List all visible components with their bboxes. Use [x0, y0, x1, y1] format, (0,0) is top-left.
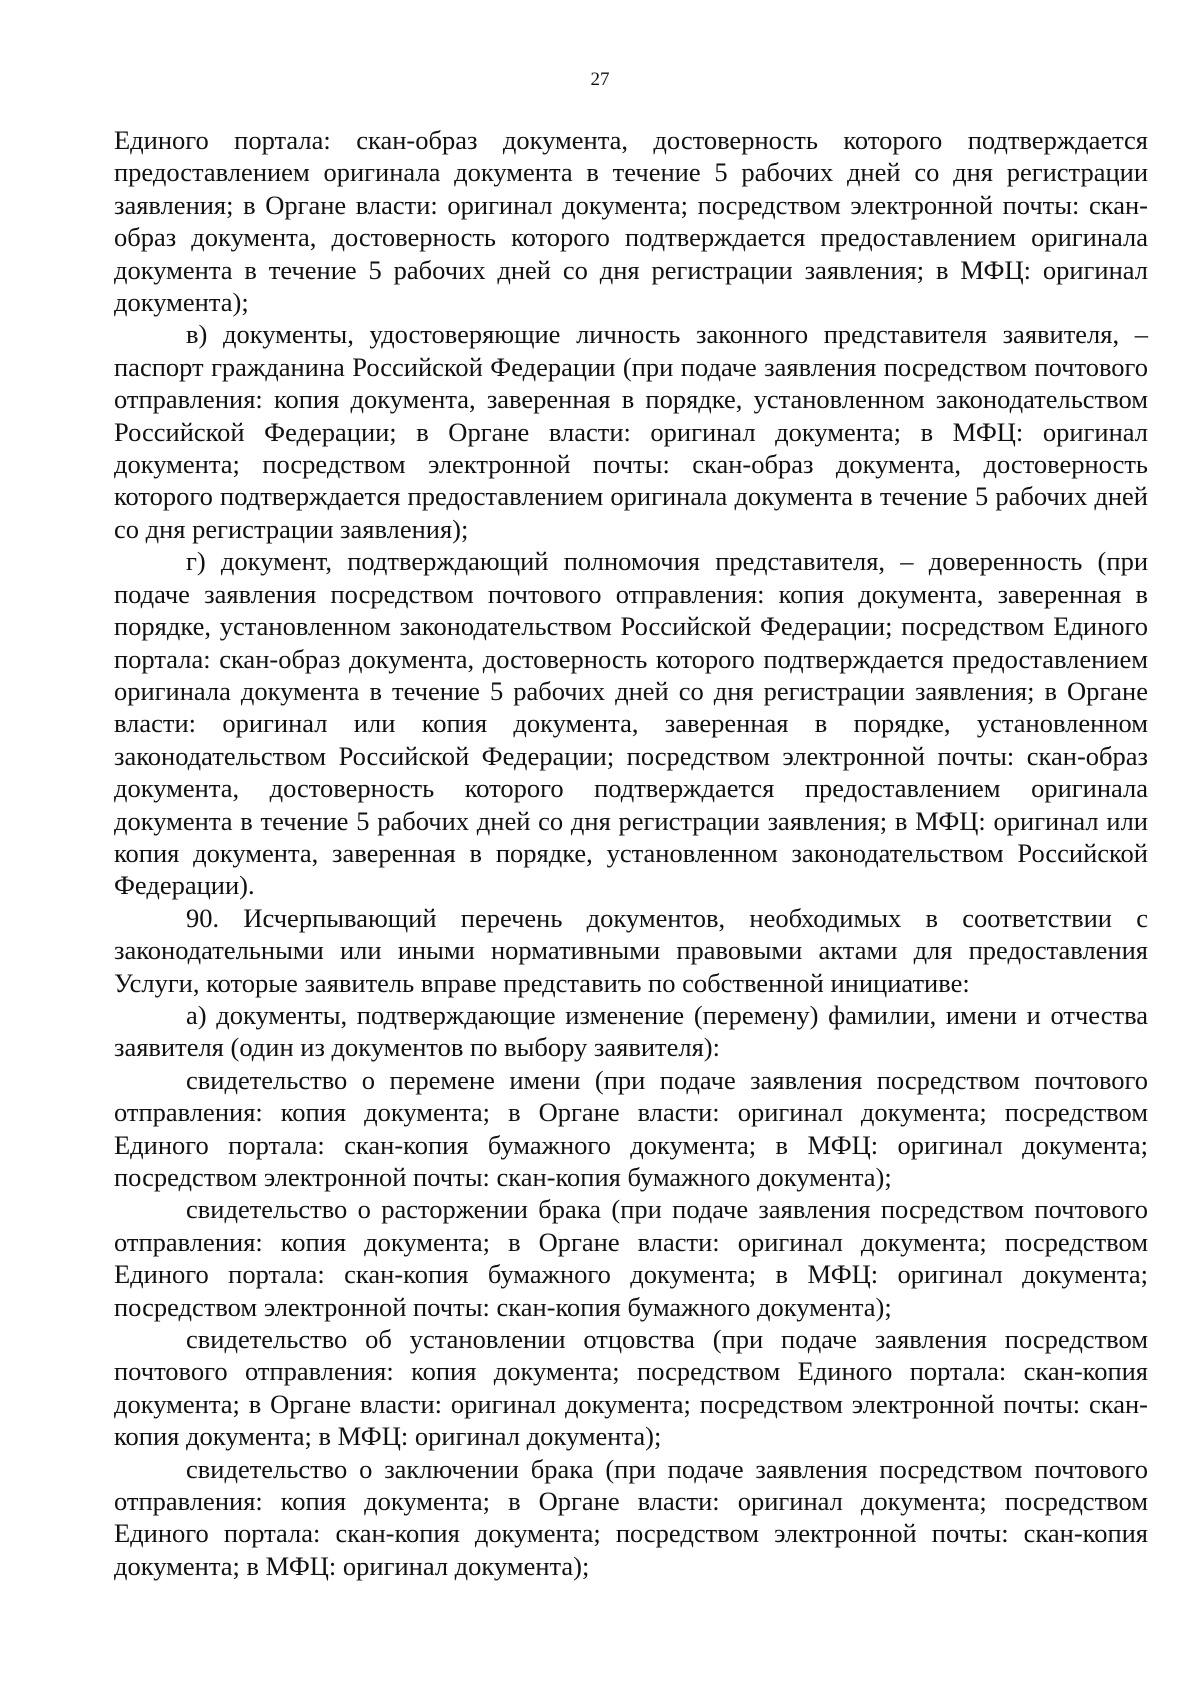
page-number: 27: [590, 69, 610, 90]
paragraph-item-v: в) документы, удостоверяющие личность законного представителя заявителя, – паспорт гражданина Российской Федерации (при подаче заявления посредством почтового отправления: копия документа, заверенная в порядке, установленном законодательством Российской Федерации; в Органе власти: оригинал документа; в МФЦ: оригинал документа; посредством электронной почты: скан-образ документа, достоверность которого подтверждается предоставлением оригинала документа в течение 5 рабочих дней со дня регистрации заявления);: [114, 319, 1148, 544]
paragraph-item-g: г) документ, подтверждающий полномочия представителя, – доверенность (при подаче заявления посредством почтового отправления: копия документа, заверенная в порядке, установленном законодательством Российской Федерации; посредством Единого портала: скан-образ документа, достоверность которого подтверждается предоставлением оригинала документа в течение 5 рабочих дней со дня регистрации заявления; в Органе власти: оригинал или копия документа, заверенная в порядке, установленном законодательством Российской Федерации; посредством электронной почты: скан-образ документа, достоверность которого подтверждается предоставлением оригинала документа в течение 5 рабочих дней со дня регистрации заявления; в МФЦ: оригинал или копия документа, заверенная в порядке, установленном законодательством Российской Федерации).: [114, 546, 1148, 901]
paragraph-item-a: а) документы, подтверждающие изменение (перемену) фамилии, имени и отчества заявителя (один из документов по выбору заявителя):: [114, 999, 1148, 1063]
document-body: [114, 124, 1148, 1582]
paragraph-marriage-certificate: свидетельство о заключении брака (при подаче заявления посредством почтового отправления: копия документа; в Органе власти: оригинал документа; посредством Единого портала: скан-копия документа; посредством электронной почты: скан-копия документа; в МФЦ: оригинал документа);: [114, 1453, 1148, 1581]
paragraph-90: 90. Исчерпывающий перечень документов, необходимых в соответствии с законодательными или иными нормативными правовыми актами для предоставления Услуги, которые заявитель вправе представить по собственной инициативе:: [114, 902, 1148, 998]
paragraph-name-change-certificate: свидетельство о перемене имени (при подаче заявления посредством почтового отправления: копия документа; в Органе власти: оригинал документа; посредством Единого портала: скан-копия бумажного документа; в МФЦ: оригинал документа; посредством электронной почты: скан-копия бумажного документа);: [114, 1064, 1148, 1192]
paragraph-paternity-certificate: свидетельство об установлении отцовства (при подаче заявления посредством почтового отправления: копия документа; посредством Единого портала: скан-копия документа; в Органе власти: оригинал документа; посредством электронной почты: скан-копия документа; в МФЦ: оригинал документа);: [114, 1324, 1148, 1452]
paragraph-divorce-certificate: свидетельство о расторжении брака (при подаче заявления посредством почтового отправления: копия документа; в Органе власти: оригинал документа; посредством Единого портала: скан-копия бумажного документа; в МФЦ: оригинал документа; посредством электронной почты: скан-копия бумажного документа);: [114, 1194, 1148, 1322]
paragraph-continuation: Единого портала: скан-образ документа, достоверность которого подтверждается предоставлением оригинала документа в течение 5 рабочих дней со дня регистрации заявления; в Органе власти: оригинал документа; посредством электронной почты: скан-образ документа, достоверность которого подтверждается предоставлением оригинала документа в течение 5 рабочих дней со дня регистрации заявления; в МФЦ: оригинал документа);: [114, 125, 1148, 318]
